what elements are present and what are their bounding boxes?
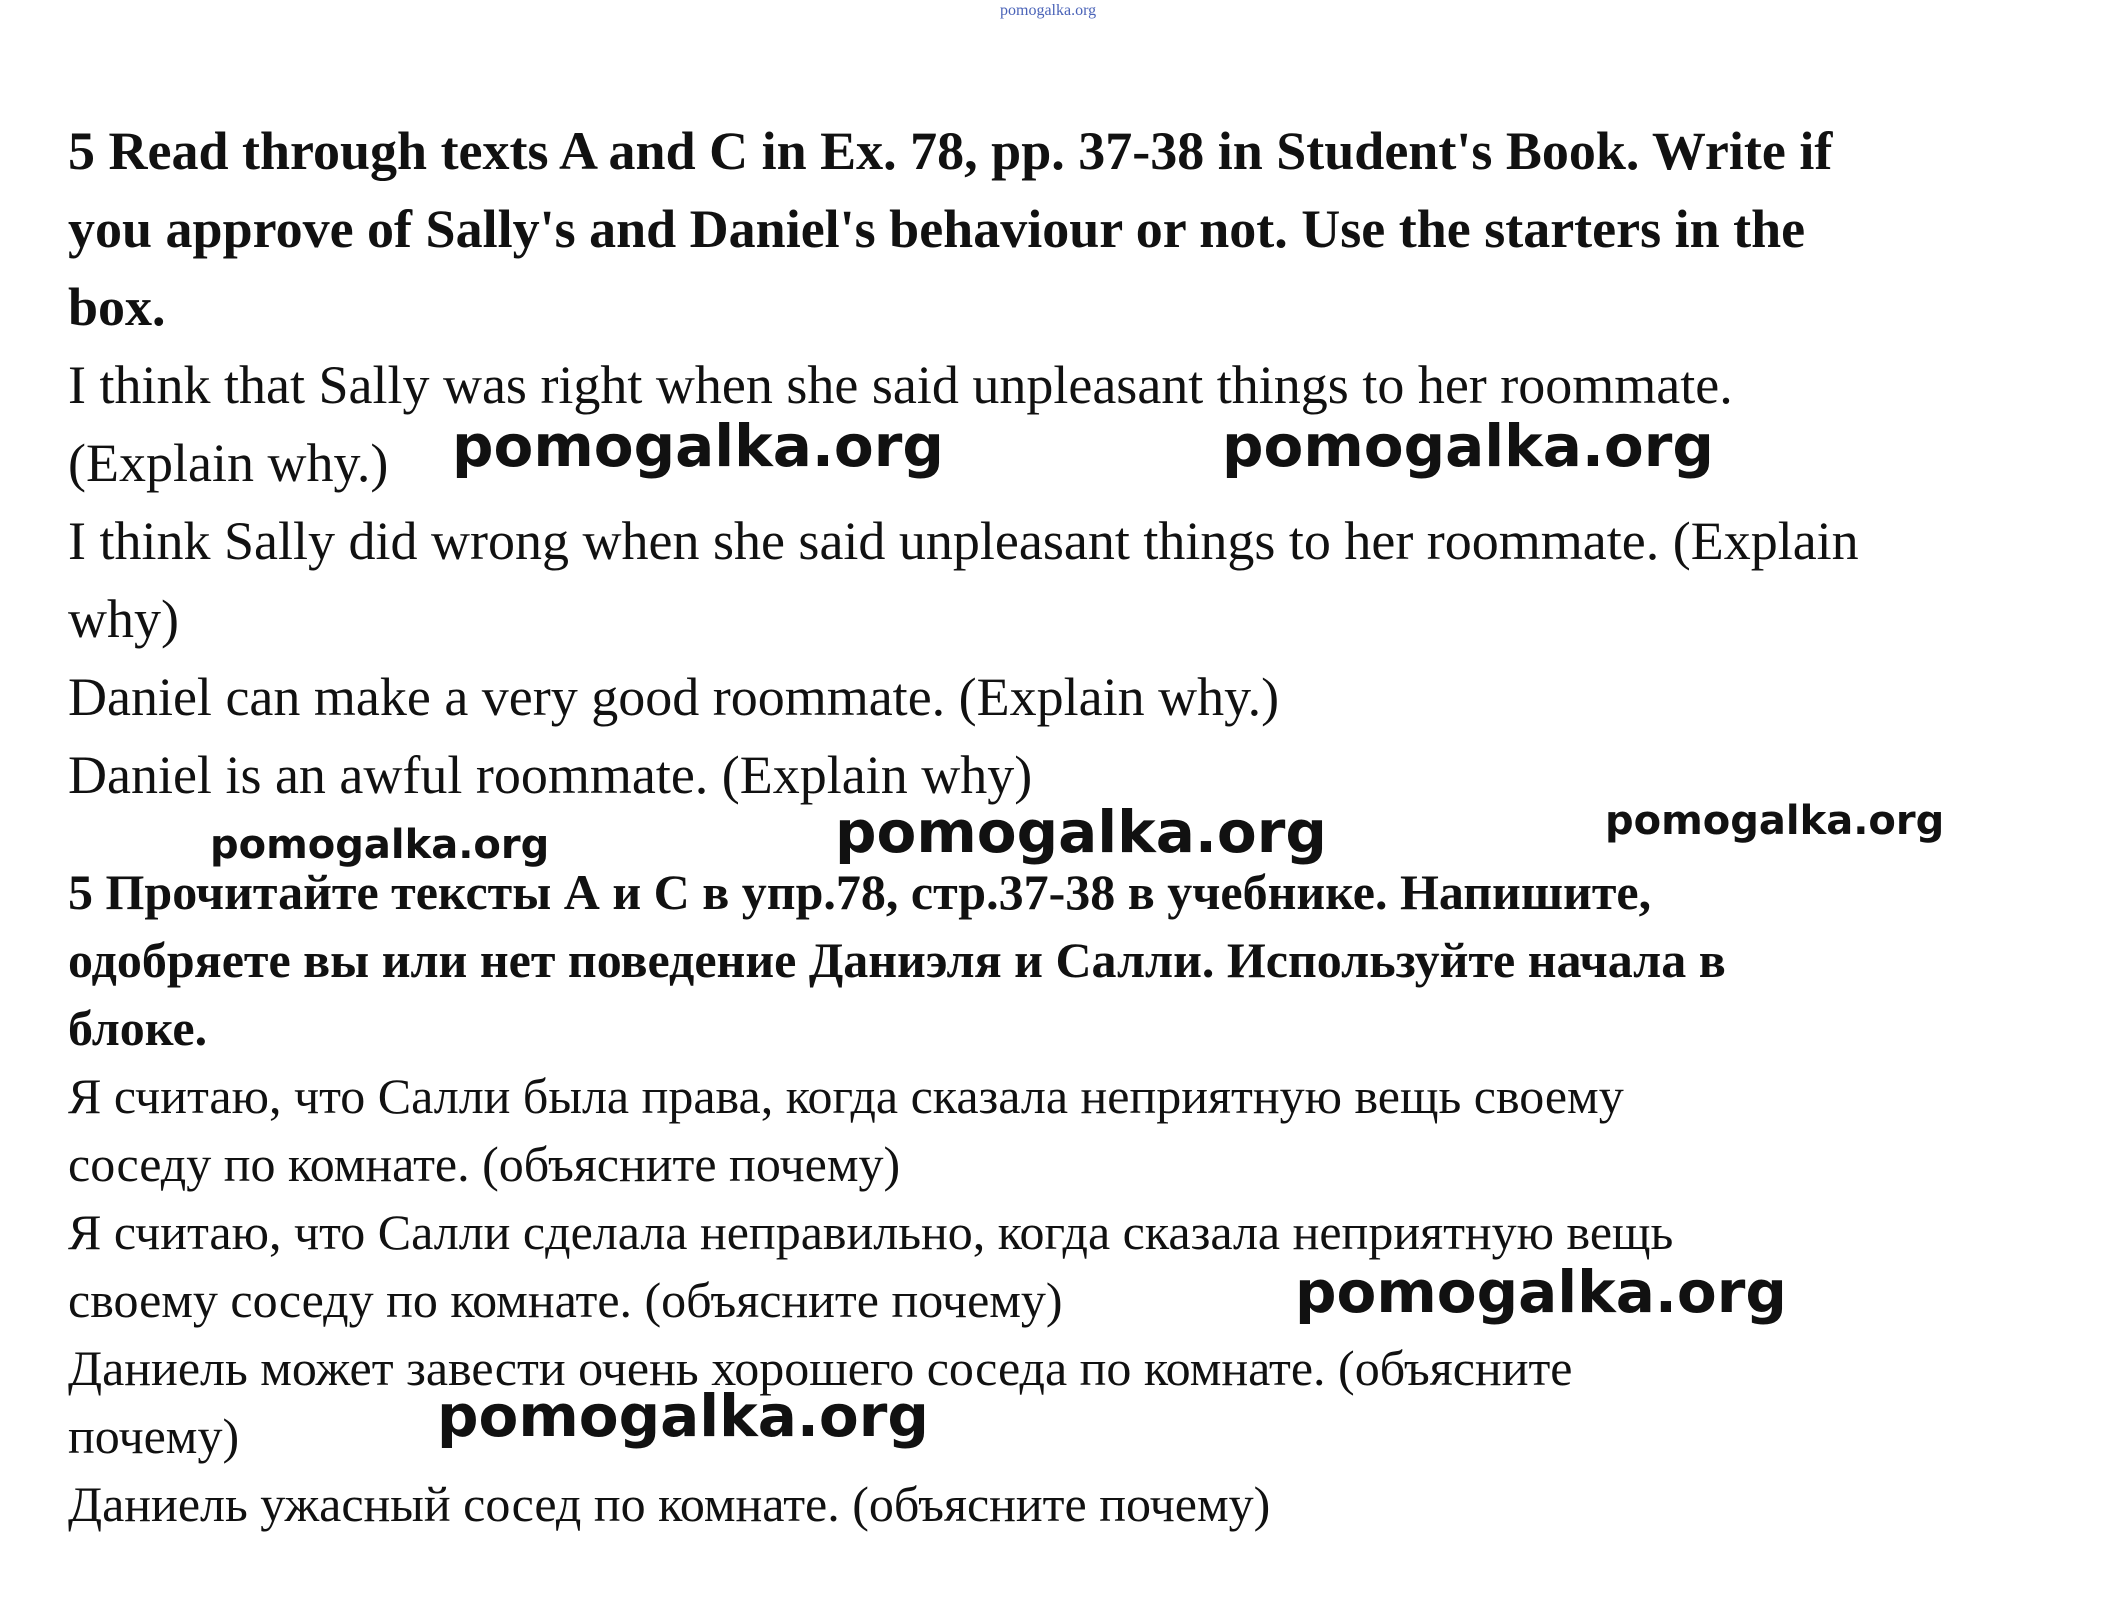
watermark: pomogalka.org <box>1605 798 1945 844</box>
russian-starter-line: Я считаю, что Салли была права, когда сказала неприятную вещь своему <box>68 1068 1624 1124</box>
english-task-line: box. <box>68 277 166 337</box>
english-task-line: you approve of Sally's and Daniel's behaviour or not. Use the starters in the <box>68 199 1806 259</box>
watermark: pomogalka.org <box>1295 1258 1787 1326</box>
watermark: pomogalka.org <box>1222 412 1714 480</box>
russian-task-line: блоке. <box>68 1000 208 1056</box>
russian-starter-line: почему) <box>68 1408 240 1464</box>
russian-starter-line: Даниель ужасный сосед по комнате. (объясните почему) <box>68 1476 1271 1532</box>
russian-task-line: одобряете вы или нет поведение Даниэля и Салли. Используйте начала в <box>68 932 1726 988</box>
russian-starter-line: Даниель может завести очень хорошего соседа по комнате. (объясните <box>68 1340 1573 1396</box>
russian-starter-line: своему соседу по комнате. (объясните почему) <box>68 1272 1063 1328</box>
english-starter-line: Daniel can make a very good roommate. (Explain why.) <box>68 667 1280 727</box>
watermark: pomogalka.org <box>437 1382 929 1450</box>
russian-starter-line: Я считаю, что Салли сделала неправильно, когда сказала неприятную вещь <box>68 1204 1674 1260</box>
english-starter-line: I think that Sally was right when she said unpleasant things to her roommate. <box>68 355 1733 415</box>
english-starter-line: Daniel is an awful roommate. (Explain why) <box>68 745 1033 805</box>
english-starter-line: why) <box>68 589 179 649</box>
watermark: pomogalka.org <box>452 412 944 480</box>
english-starter-line: (Explain why.) <box>68 433 389 493</box>
watermark: pomogalka.org <box>210 822 550 868</box>
english-starter-line: I think Sally did wrong when she said unpleasant things to her roommate. (Explain <box>68 511 1859 571</box>
english-task-line: 5 Read through texts A and C in Ex. 78, pp. 37-38 in Student's Book. Write if <box>68 121 1833 181</box>
russian-starter-line: соседу по комнате. (объясните почему) <box>68 1136 901 1192</box>
russian-task-line: 5 Прочитайте тексты А и С в упр.78, стр.37-38 в учебнике. Напишите, <box>68 864 1652 920</box>
watermark: pomogalka.org <box>835 798 1327 866</box>
header-watermark: pomogalka.org <box>1000 2 1097 19</box>
